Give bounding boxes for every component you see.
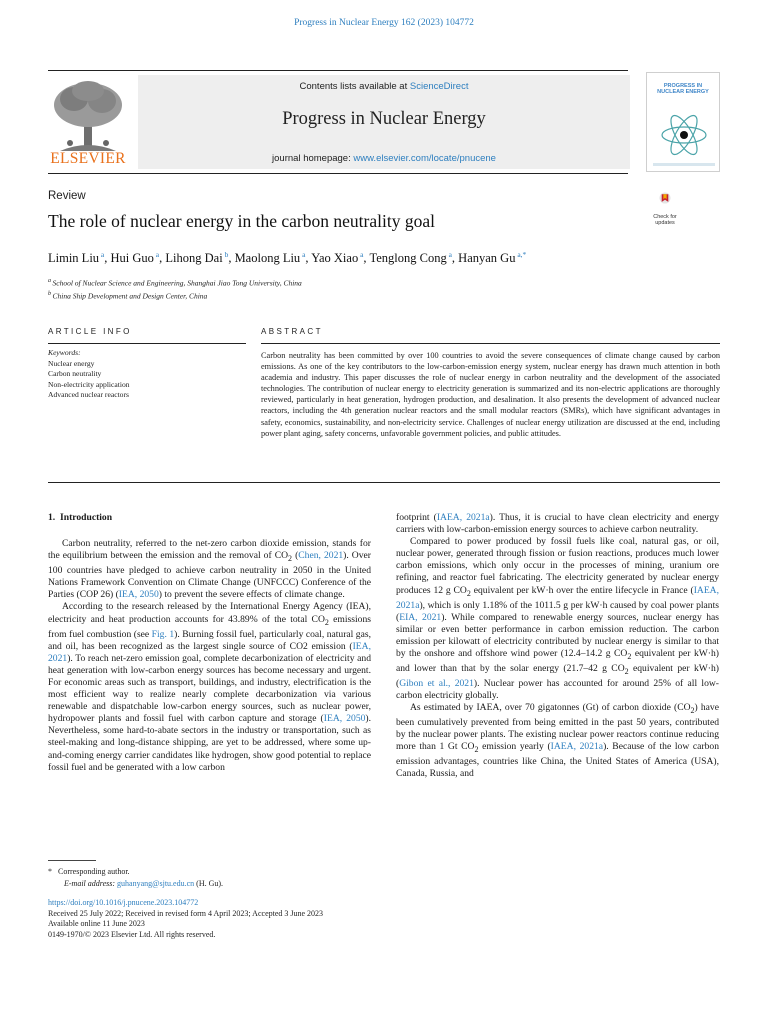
atom-icon [647, 73, 721, 173]
author-affiliation-mark[interactable]: a [300, 250, 306, 259]
keywords-box [48, 348, 246, 401]
citation-link[interactable]: EIA, 2021 [399, 611, 442, 623]
author-affiliation-mark[interactable]: a [358, 250, 364, 259]
affiliation [48, 276, 302, 289]
citation-link[interactable]: IEA, 2050 [118, 589, 159, 601]
author[interactable] [311, 251, 363, 265]
affiliation-text: School of Nuclear Science and Engineering, Shanghai Jiao Tong University, China [52, 278, 302, 288]
received-dates: Received 25 July 2022; Received in revised form 4 April 2023; Accepted 3 June 2023 [48, 908, 324, 918]
author[interactable] [48, 251, 104, 265]
cover-title-line-2: NUCLEAR ENERGY [657, 89, 709, 95]
body-paragraph: Carbon neutrality, referred to the net-zero carbon dioxide emission, stands for the equilibrium between the emission and the removal of $CO_2$ (Chen, 2021). Over 100 countries have pledged to achieve carbon neutrality in 2050 in the United Nations Framework Convention on Climate Change (UNFCCC) Conference of the Parties (COP 26) (IEA, 2050) to prevent the severe effects of climate change. [48, 538, 371, 601]
affiliation-key: b [48, 290, 53, 297]
article-info-heading: ARTICLE INFO [48, 327, 132, 336]
available-online-date: Available online 11 June 2023 [48, 919, 145, 928]
author-name[interactable]: Lihong Dai [165, 251, 223, 266]
affiliations [48, 276, 302, 301]
check-updates-line-1: Check for [653, 214, 677, 220]
article-type: Review [48, 190, 86, 202]
author-list: Limin Liu $^a$, Hui Guo $^a$, Lihong Dai $^b$, Maolong Liu $^a$, Yao Xiao $^a$, Tenglong Cong $^a$, Hanyan Gu $^{a,*}$ [48, 250, 527, 266]
body-paragraph: According to the research released by the International Energy Agency (IEA), electricity and heat production accounts for 43.89% of the total $CO_2$ emissions from fuel combustion (see Fig. 1). Burning fossil fuel, particularly coal, natural gas, and oil, has been recognized as the largest single source of CO2 emission (IEA, 2021). To reach net-zero emission goal, complete decarbonization of electricity and heat generation with low-carbon energy sources has become necessary and urgent. For economic areas such as transport, buildings, and industry, electrification is the most efficient way to realize nearly complete decarbonization via various renewable and dispatchable low-carbon energy sources, such as nuclear power, hydropower plants and fossil fuel with carbon capture and storage (IEA, 2050). Nevertheless, some hard-to-abate sectors in the industry or transportation, such as steel-making and long-distance shipping, are yet to be addressed, where some up-and-coming energy carrier candidates like hydrogen, show good potential to replace fossil fuel and be generated with a low carbon [48, 601, 372, 773]
keyword: Non-electricity application [48, 379, 130, 389]
abstract-heading: ABSTRACT [261, 327, 323, 336]
article-title: The role of nuclear energy in the carbon neutrality goal [48, 211, 435, 231]
email-suffix: (H. Gu). [194, 879, 224, 888]
subscript: 2 [324, 617, 329, 627]
author-name[interactable]: Limin Liu [48, 251, 100, 266]
author-affiliation-mark[interactable]: a [153, 250, 160, 259]
journal-cover[interactable] [646, 72, 720, 172]
section-title: Introduction [60, 512, 113, 523]
abstract-rule [261, 343, 720, 344]
keyword: Carbon neutrality [48, 369, 102, 378]
copyright-line: 0149-1970/© 2023 Elsevier Ltd. All rights reserved. [48, 929, 216, 939]
author[interactable] [165, 251, 228, 265]
body-paragraph: Compared to power produced by fossil fuels like coal, natural gas, or oil, nuclear power, generated through fission or fusion reactions, produces much lower carbon emissions, which only occur in the processes of mining, uranium ore refining, and reactor fuel fabricating. The electricity generated by nuclear energy produces 12 g $CO_2$ equivalent per kW·h over the entire lifecycle in France (IAEA, 2021a), which is only 1.18% of the 1011.5 g per kW·h caused by coal power plants (EIA, 2021). While compared to renewable energy sources, nuclear energy has similar or even better performance in carbon emission reduction. The carbon emission per kilowatt of electricity contributed by nuclear energy is similar to that by the onshore and offshore wind power (12.4–14.2 g $CO_2$ equivalent per kW·h) and lower than that by the solar energy (21.7–42 g $CO_2$ equivalent per kW·h) (Gibon et al., 2021). Nuclear power has accounted for around 25% of all low-carbon electricity globally. [396, 536, 720, 702]
sciencedirect-link[interactable]: ScienceDirect [409, 81, 469, 92]
author-affiliation-mark[interactable]: a [99, 250, 105, 259]
abstract-bottom-rule [48, 482, 720, 483]
author[interactable] [458, 251, 526, 265]
citation-link[interactable]: IAEA, 2021a [396, 584, 720, 611]
publication-info [48, 898, 323, 940]
author-affiliation-mark[interactable]: a,* [515, 250, 527, 259]
author-name[interactable]: Hui Guo [110, 251, 154, 266]
keywords-list [48, 359, 246, 401]
author[interactable] [111, 251, 160, 265]
author-name[interactable]: Tenglong Cong [369, 251, 447, 266]
author-name[interactable]: Yao Xiao [311, 251, 359, 266]
journal-homepage-link[interactable]: www.elsevier.com/locate/pnucene [353, 153, 496, 164]
check-for-updates-button[interactable] [645, 192, 685, 232]
email-label: E-mail address: [64, 879, 118, 888]
author-name[interactable]: Maolong Liu [234, 251, 301, 266]
right-paragraphs [396, 512, 719, 781]
author-affiliation-mark[interactable]: a [446, 250, 452, 259]
keyword: Nuclear energy [48, 358, 95, 368]
footnotes [48, 866, 223, 890]
citation-link[interactable]: IEA, 2021 [48, 640, 371, 664]
section-heading [48, 512, 371, 524]
email-link[interactable]: guhanyang@sjtu.edu.cn [117, 879, 195, 888]
body-left-column [48, 512, 371, 774]
citation-link[interactable]: Fig. 1 [151, 628, 175, 640]
author[interactable] [369, 251, 451, 265]
left-paragraphs [48, 538, 371, 774]
check-updates-line-2: updates [655, 220, 675, 226]
subscript: 2 [288, 554, 293, 564]
subscript: 2 [474, 745, 479, 755]
abstract-text: Carbon neutrality has been committed by over 100 countries to avoid the severe consequences of climate change caused by carbon emissions. As one of the key contributors to the low-carbon-emission energy system, nuclear energy has drawn much attention in both academia and industry. This paper discusses the role of nuclear energy in carbon neutrality and the development of the associated technologies. The contribution of nuclear energy to electricity generation is summarized and its non-electric applications are thoroughly reviewed, particularly in heat generation, hydrogen production, and desalination. It also presents the development of advanced nuclear reactors, including the 4th generation nuclear reactors and the small modular reactors (SMRs), which have significant advantages in safety, economics, sustainability, and non-electricity service. Challenges of nuclear energy utilization are discussed at the end, including power plant aging, safety concerns, unfavorable government policies, and public attitudes. [261, 351, 720, 438]
homepage-line [138, 153, 630, 164]
article-info-rule [48, 343, 246, 344]
section-number: 1. [48, 512, 56, 523]
keywords-label: Keywords: [48, 348, 81, 357]
footnote-rule [48, 860, 96, 861]
citation-link[interactable]: Chen, 2021 [298, 550, 344, 562]
citation-link[interactable]: IAEA, 2021a [550, 741, 604, 753]
bookmark-icon [645, 192, 685, 214]
affiliation [48, 289, 302, 302]
footnote-star: * [48, 867, 52, 876]
homepage-prefix: journal homepage: [272, 153, 354, 164]
citation-link[interactable]: Gibon et al., 2021 [399, 677, 474, 689]
keyword: Advanced nuclear reactors [48, 390, 129, 399]
subscript: 2 [627, 651, 632, 661]
check-updates-label [645, 214, 685, 226]
subscript: 2 [690, 706, 695, 716]
journal-reference[interactable]: Progress in Nuclear Energy 162 (2023) 104772 [294, 18, 474, 28]
doi-link[interactable]: https://doi.org/10.1016/j.pnucene.2023.104772 [48, 898, 199, 907]
author-name[interactable]: Hanyan Gu [458, 251, 516, 266]
contents-prefix: Contents lists available at [299, 81, 410, 92]
body-paragraph: As estimated by IAEA, over 70 gigatonnes (Gt) of carbon dioxide $(CO_2)$ have been cumulatively prevented from being emitted in the past 50 years, contributed by the nuclear power plants. The existing nuclear power reactors continue reducing more than 1 Gt $CO_2$ emission yearly (IAEA, 2021a). Because of the low carbon emission advantages, countries like China, the United States of America (USA), Canada, Russia, and [396, 702, 719, 780]
author[interactable] [235, 251, 306, 265]
elsevier-wordmark: ELSEVIER [50, 150, 126, 167]
subscript: 2 [624, 666, 629, 676]
body-paragraph: footprint (IAEA, 2021a). Thus, it is crucial to have clean electricity and energy carriers with low-carbon-emission energy sources to achieve carbon neutrality. [396, 512, 720, 536]
subscript: 2 [466, 588, 471, 598]
cover-title-line-1: PROGRESS IN [663, 83, 703, 89]
citation-link[interactable]: IEA, 2050 [323, 713, 366, 725]
contents-line [138, 81, 630, 92]
corresponding-author-note: Corresponding author. [58, 867, 130, 876]
journal-name: Progress in Nuclear Energy [282, 109, 486, 129]
affiliation-key: a [48, 278, 53, 284]
affiliation-text: China Ship Development and Design Center, China [52, 291, 208, 300]
author-affiliation-mark[interactable]: b [222, 250, 229, 259]
masthead [48, 70, 628, 174]
citation-link[interactable]: IAEA, 2021a [436, 512, 490, 523]
masthead-center [138, 75, 630, 169]
body-right-column [396, 512, 719, 781]
